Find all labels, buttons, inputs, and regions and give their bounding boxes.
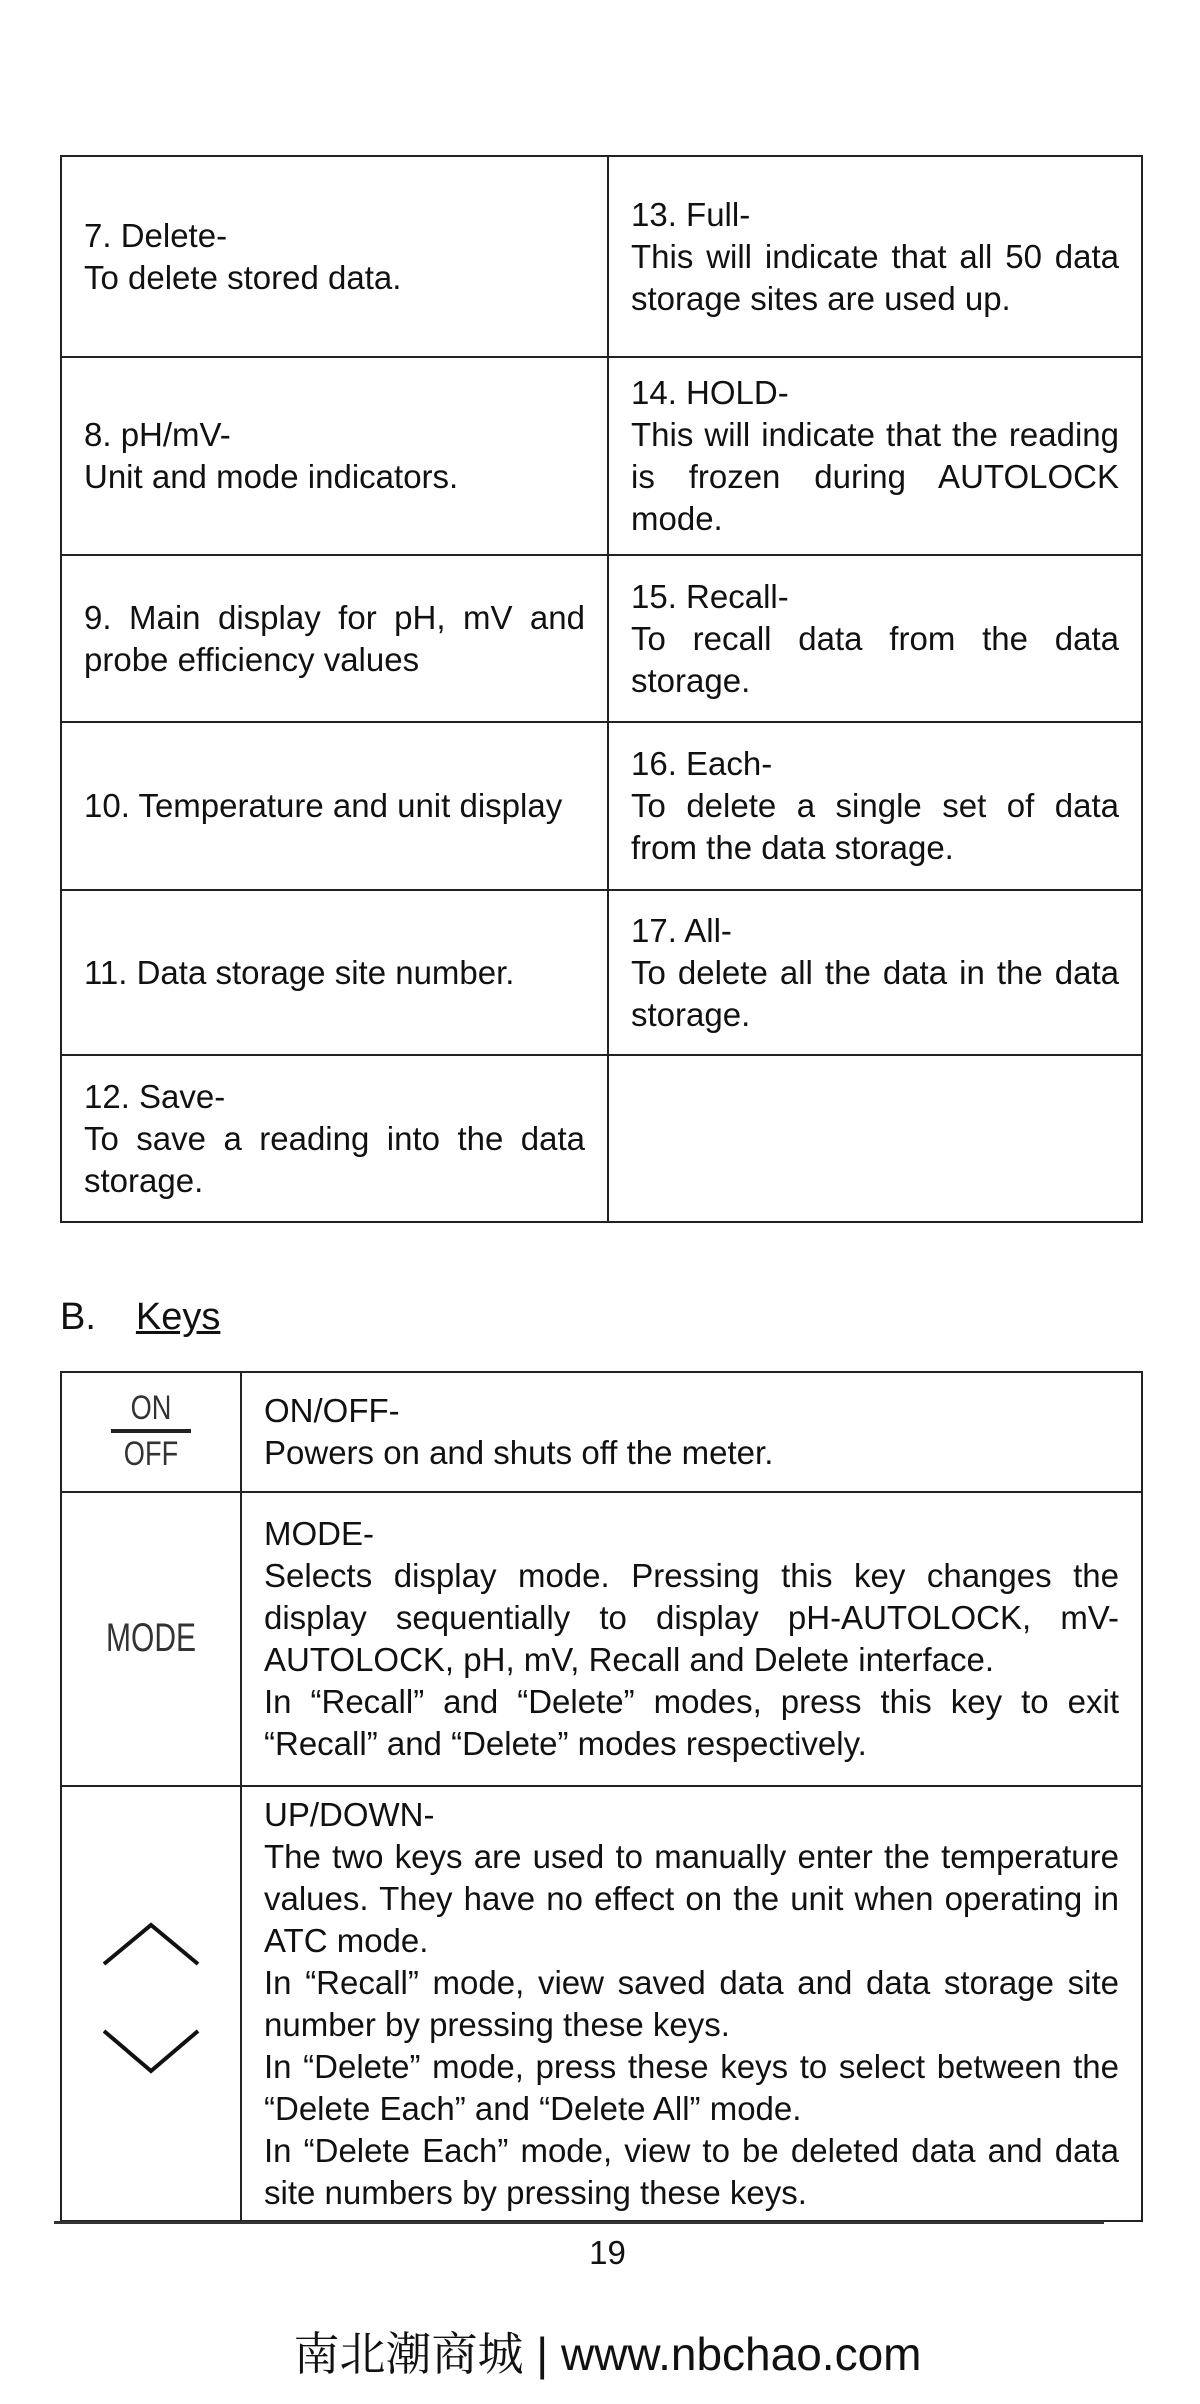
indicator-title: 8. pH/mV- (84, 416, 231, 453)
indicator-cell (61, 722, 608, 890)
updown-key-cell (61, 1786, 241, 2221)
key-title: ON/OFF- (264, 1392, 400, 1429)
key-desc-line: In “Delete Each” mode, view to be deleted data and data site numbers by pressing these keys. (264, 2131, 1119, 2211)
indicator-title: 10. Temperature and unit display (84, 787, 563, 824)
onoff-description (241, 1372, 1142, 1492)
indicator-desc: This will indicate that all 50 data storage sites are used up. (631, 237, 1119, 317)
key-desc-line: In “Delete” mode, press these keys to select between the “Delete Each” and “Delete All” mode. (264, 2047, 1119, 2127)
off-label: OFF (123, 1435, 179, 1473)
indicator-title: 9. Main display for pH, mV and probe efficiency values (84, 598, 585, 678)
indicator-desc: To delete a single set of data from the data storage. (631, 787, 1119, 866)
key-desc-line: Powers on and shuts off the meter. (264, 1434, 774, 1471)
onoff-key-icon (111, 1389, 191, 1473)
indicator-cell (608, 1055, 1142, 1222)
indicator-title: 14. HOLD- (631, 374, 789, 411)
table-row (61, 156, 1142, 357)
indicator-cell (61, 890, 608, 1055)
indicator-cell (608, 722, 1142, 890)
mode-description (241, 1492, 1142, 1786)
up-down-arrow-icon (96, 1919, 206, 2079)
indicator-title: 12. Save- (84, 1077, 226, 1115)
indicator-cell (608, 890, 1142, 1055)
key-title: UP/DOWN- (264, 1795, 435, 1833)
table-row (61, 722, 1142, 890)
mode-key-icon: MODE (106, 1616, 196, 1660)
section-heading (60, 1296, 220, 1339)
key-title: MODE- (264, 1515, 374, 1552)
keys-table (60, 1371, 1143, 2222)
indicator-cell (608, 555, 1142, 722)
indicator-desc: To delete stored data. (84, 258, 402, 296)
indicator-title: 17. All- (631, 911, 732, 949)
key-desc-line: In “Recall” and “Delete” modes, press this key to exit “Recall” and “Delete” modes respectively. (264, 1683, 1119, 1762)
indicator-title: 11. Data storage site number. (84, 953, 515, 991)
indicator-cell (61, 555, 608, 722)
indicator-title: 13. Full- (631, 195, 751, 233)
table-row (61, 1055, 1142, 1222)
indicator-desc: To save a reading into the data storage. (84, 1119, 585, 1199)
key-row-onoff (61, 1372, 1142, 1492)
section-letter: B. (60, 1296, 96, 1338)
indicator-desc: To recall data from the data storage. (631, 619, 1119, 699)
onoff-key-cell (61, 1372, 241, 1492)
indicator-desc: This will indicate that the reading is frozen during AUTOLOCK mode. (631, 416, 1119, 537)
table-row (61, 890, 1142, 1055)
indicator-title: 16. Each- (631, 745, 773, 782)
indicator-cell (608, 156, 1142, 357)
indicator-cell (61, 357, 608, 555)
page-number: 19 (589, 2234, 626, 2271)
indicator-desc: To delete all the data in the data storage. (631, 953, 1119, 1033)
key-desc-line: The two keys are used to manually enter the temperature values. They have no effect on the unit when operating in ATC mode. (264, 1837, 1119, 1959)
watermark: 南北潮商城 | www.nbchao.com (293, 2328, 922, 2380)
section-title: Keys (135, 1296, 221, 1338)
indicator-desc: Unit and mode indicators. (84, 458, 459, 495)
on-label: ON (130, 1389, 172, 1427)
display-indicators-table (60, 155, 1143, 1223)
indicator-cell (61, 1055, 608, 1222)
mode-key-cell (61, 1492, 241, 1786)
key-row-mode (61, 1492, 1142, 1786)
table-row (61, 357, 1142, 555)
key-desc-line: In “Recall” mode, view saved data and data storage site number by pressing these keys. (264, 1963, 1119, 2043)
footer-divider (54, 2221, 1104, 2224)
indicator-title: 15. Recall- (631, 577, 789, 615)
key-desc-line: Selects display mode. Pressing this key changes the display sequentially to display pH-AUTOLOCK, mV-AUTOLOCK, pH, mV, Recall and Delete interface. (264, 1557, 1119, 1678)
table-row (61, 555, 1142, 722)
chevron-down-icon (104, 2031, 198, 2071)
key-row-updown (61, 1786, 1142, 2221)
chevron-up-icon (104, 1925, 198, 1964)
indicator-title: 7. Delete- (84, 216, 228, 254)
indicator-cell (61, 156, 608, 357)
updown-description (241, 1786, 1142, 2221)
indicator-cell (608, 357, 1142, 555)
